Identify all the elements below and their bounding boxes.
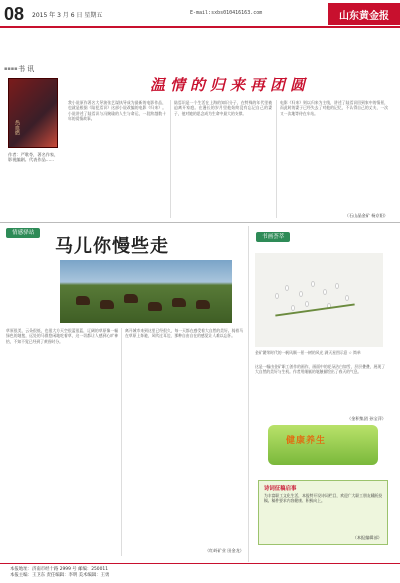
book-author: （石山晶金矿 杨京阳） (344, 213, 388, 218)
horse-body-col2: 离开城市来到这里已经很久，每一天都在感受着大自然的美好。骑着马在草原上奔驰，风吹过耳边，那种自由自在的感觉让人难以忘怀。 (125, 328, 243, 339)
book-body-col2: 陆焉识是一个生活在上海的知识分子，在特殊的年代里被迫离开家庭。在漫长的岁月里他始终没有忘记自己的妻子，他对她的思念成为生命中最大的支撑。 (174, 100, 272, 116)
tab-painting-gallery: 书画荟萃 (256, 232, 290, 242)
tab-emotion-station: 情感驿站 (6, 228, 40, 238)
column-divider (170, 100, 171, 218)
page-number: 08 (4, 4, 25, 24)
header-rule (0, 26, 400, 28)
flower-painting-image (255, 253, 383, 347)
book-headline: 温情的归来再团圆 (149, 76, 310, 94)
flower-body: 这是一幅由金矿职工创作的画作，画面中的花朵洁白如雪，层层叠叠，展现了大自然的美好与生机。作者用细腻的笔触描绘出了春天的气息。 (255, 364, 385, 375)
horses-on-grassland-image (60, 260, 232, 323)
email-address: E-mail:sxbs010416163.com (190, 10, 263, 16)
notice-title: 诗词征稿启事 (264, 486, 297, 492)
section-tag-book: 书 讯 (18, 65, 35, 73)
flower-caption: 金矿繁荣时代的一帆风顺一景一树的风光 满天星图示意 ☆ 简单 (255, 350, 361, 355)
issue-date: 2015 年 3 月 6 日 星期五 (32, 12, 103, 19)
footer-line2: 本报主编：王卫东 责任编辑：李明 美术编辑：王勇 (10, 573, 110, 578)
newspaper-logo: 山东黄金报 (328, 3, 400, 25)
footer-rule (0, 563, 400, 564)
notice-body: 为丰富职工文化生活，本报特开设诗词栏目，欢迎广大职工朋友踊跃投稿。稿件要求内容健康、积极向上。 (264, 493, 382, 504)
column-divider (248, 226, 249, 562)
book-cover-image (8, 78, 58, 148)
flower-author: （金积集团 孙宝萍） (346, 416, 386, 421)
horse-body-col1: 草原很美，云朵很低，也很大方天空很蓝很蓝，辽阔的草原像一幅绿色的地毯，远处的马群悠闲地吃着草，这一切都让人感到心旷神怡，不知不觉已经到了黄昏时分。 (6, 328, 118, 344)
column-divider (121, 328, 122, 556)
horse-headline: 马儿你慢些走 (55, 236, 169, 256)
column-divider (276, 100, 277, 218)
book-body-col1: 我小说原作著名大导演张艺谋执导成为最新的电影作品，也就是根据《陆犯焉识》这部小说改编的电影《归来》。小说讲述了陆焉识与冯婉瑜的人生与命运，一段跨越数十年的爱情故事。 (68, 100, 166, 122)
footer (0, 566, 400, 583)
section-dots: ▪▪▪▪ (4, 66, 18, 72)
notice-author: （本报编辑部） (352, 535, 382, 540)
book-cover-title: 热血燃 (14, 120, 20, 135)
footer-line1: 本报地址：济南市经十路 2999 号 邮编：250011 (10, 567, 108, 572)
book-caption: 作者：严歌苓，著名作家，影视编剧。代表作品…… (8, 152, 59, 163)
health-banner-title: 健康养生 (286, 436, 327, 446)
book-body-col3: 电影《归来》则以归来为主线，讲述了陆焉识回到家中的情景，而此时的妻子已经失去了对他的记忆，不认得自己的丈夫，一次又一次地等待在车站。 (280, 100, 388, 116)
horse-author: （红岭矿业 田金龙） (204, 548, 244, 553)
section-rule (0, 222, 400, 223)
